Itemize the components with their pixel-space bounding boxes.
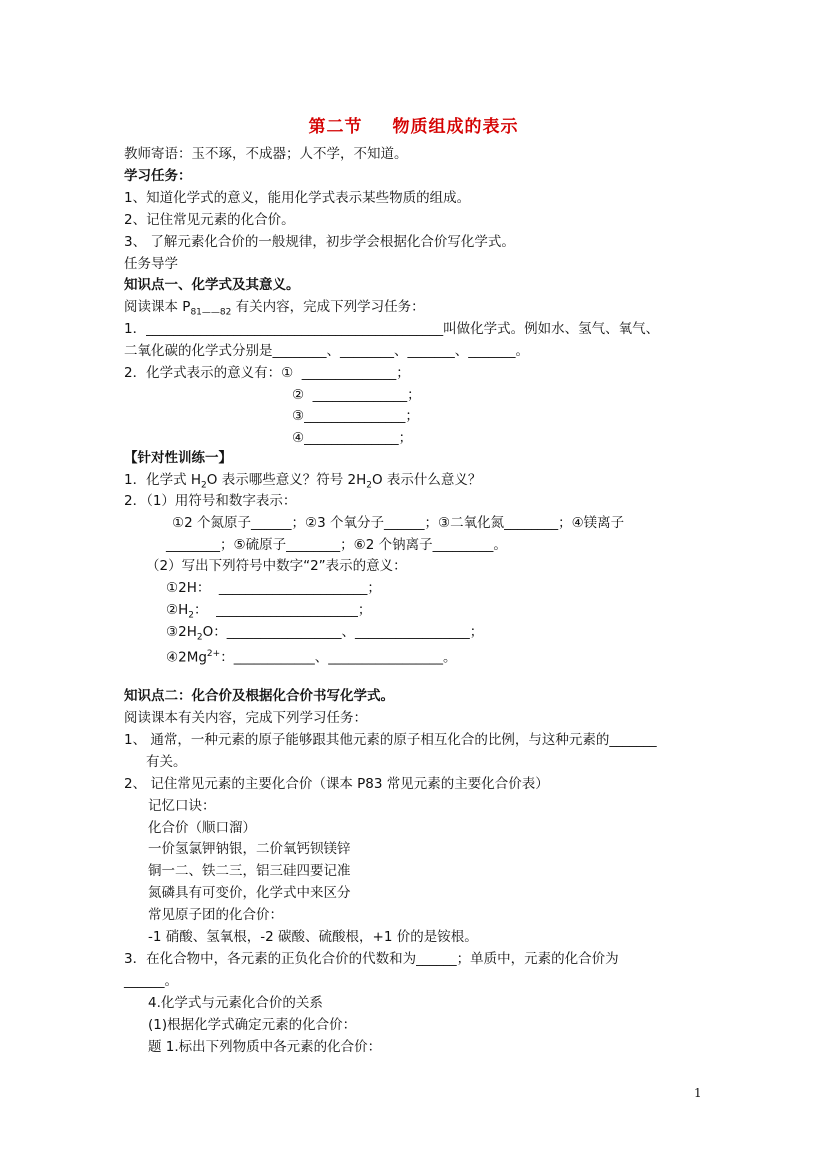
radical-groups-values: -1 硝酸、氢氧根，-2 碳酸、硫酸根，+1 价的是铵根。	[148, 929, 478, 945]
valence-item-3: 3．在化合物中，各元素的正负化合价的代数和为______；单质中，元素的化合价为	[124, 951, 619, 967]
mnemonic-line-1: 一价氢氯钾钠银，二价氧钙钡镁锌	[148, 841, 351, 857]
page-number: 1	[694, 1086, 702, 1100]
mnemonic-line-3: 氮磷具有可变价，化学式中来区分	[148, 885, 351, 901]
valence-item-1: 1、 通常，一种元素的原子能够跟其他元素的原子相互化合的比例，与这种元素的_______	[124, 732, 657, 748]
reading-instruction-2: 阅读课本有关内容，完成下列学习任务：	[124, 710, 367, 726]
teacher-motto: 教师寄语：玉不琢，不成器；人不学，不知道。	[124, 146, 408, 162]
training-1-question-2: 2．（1）用符号和数字表示：	[124, 493, 297, 509]
valence-item-2: 2、 记住常见元素的主要化合价（课本 P83 常见元素的主要化合价表）	[124, 776, 549, 792]
training-1-question-2-part-2: （2）写出下列符号中数字“2”表示的意义：	[146, 558, 407, 574]
valence-item-4-sub-1: (1)根据化学式确定元素的化合价：	[148, 1017, 357, 1033]
knowledge-point-2-heading: 知识点二：化合价及根据化合价书写化学式。	[124, 688, 394, 704]
question-2-item-4: ④______________；	[292, 430, 413, 446]
reading-instruction-1: 阅读课本 $P_{81——82}$ 有关内容，完成下列学习任务：	[124, 299, 425, 318]
question-2-item-2: ② ______________；	[292, 387, 421, 403]
guide-label: 任务导学	[124, 256, 178, 272]
training-1-heading: 【针对性训练一】	[124, 450, 232, 466]
radical-groups-label: 常见原子团的化合价：	[148, 907, 283, 923]
meaning-2h: ①2H： ______________________；	[166, 580, 381, 596]
page-title: 第二节 物质组成的表示	[308, 117, 519, 137]
training-1-question-2-line-1: ①2 个氮原子______；②3 个氧分子______；③二氧化氮________；④镁离子	[172, 515, 625, 531]
valence-item-1-continued: 有关。	[146, 754, 187, 770]
knowledge-point-1-heading: 知识点一、化学式及其意义。	[124, 277, 300, 293]
valence-item-4: 4.化学式与元素化合价的关系	[148, 995, 323, 1011]
meaning-2h2o: $③2H_2O$：_________________、_________________；	[166, 624, 484, 643]
task-item-1: 1、知道化学式的意义，能用化学式表示某些物质的组成。	[124, 190, 471, 206]
mnemonic-label: 记忆口诀：	[148, 798, 216, 814]
mnemonic-title: 化合价（顺口溜）	[148, 820, 256, 836]
task-item-3: 3、 了解元素化合价的一般规律，初步学会根据化合价写化学式。	[124, 234, 515, 250]
mnemonic-line-2: 铜一二、铁二三，铝三硅四要记准	[148, 863, 351, 879]
valence-item-3-continued: ______。	[124, 973, 178, 989]
meaning-h2: $②H_2$： _____________________；	[166, 602, 372, 621]
task-heading: 学习任务：	[124, 168, 192, 184]
task-item-2: 2、记住常见元素的化合价。	[124, 212, 295, 228]
question-2-item-3: ③_______________；	[292, 408, 419, 424]
training-1-question-1: 1．化学式 $H_2O$ 表示哪些意义？符号 $2H_2O$ 表示什么意义？	[124, 472, 482, 491]
meaning-2mg2plus: $④2Mg^{2+}$：____________、_________________。	[166, 649, 457, 666]
question-2: 2．化学式表示的意义有：① ______________；	[124, 365, 410, 381]
question-1: 1．____________________________________________叫做化学式。例如水、氢气、氧气、	[124, 321, 660, 337]
training-1-question-2-line-2: ________；⑤硫原子________；⑥2 个钠离子_________。	[166, 537, 507, 553]
question-1-continued: 二氧化碳的化学式分别是________、________、_______、_______。	[124, 343, 529, 359]
exercise-1: 题 1.标出下列物质中各元素的化合价：	[148, 1039, 382, 1055]
